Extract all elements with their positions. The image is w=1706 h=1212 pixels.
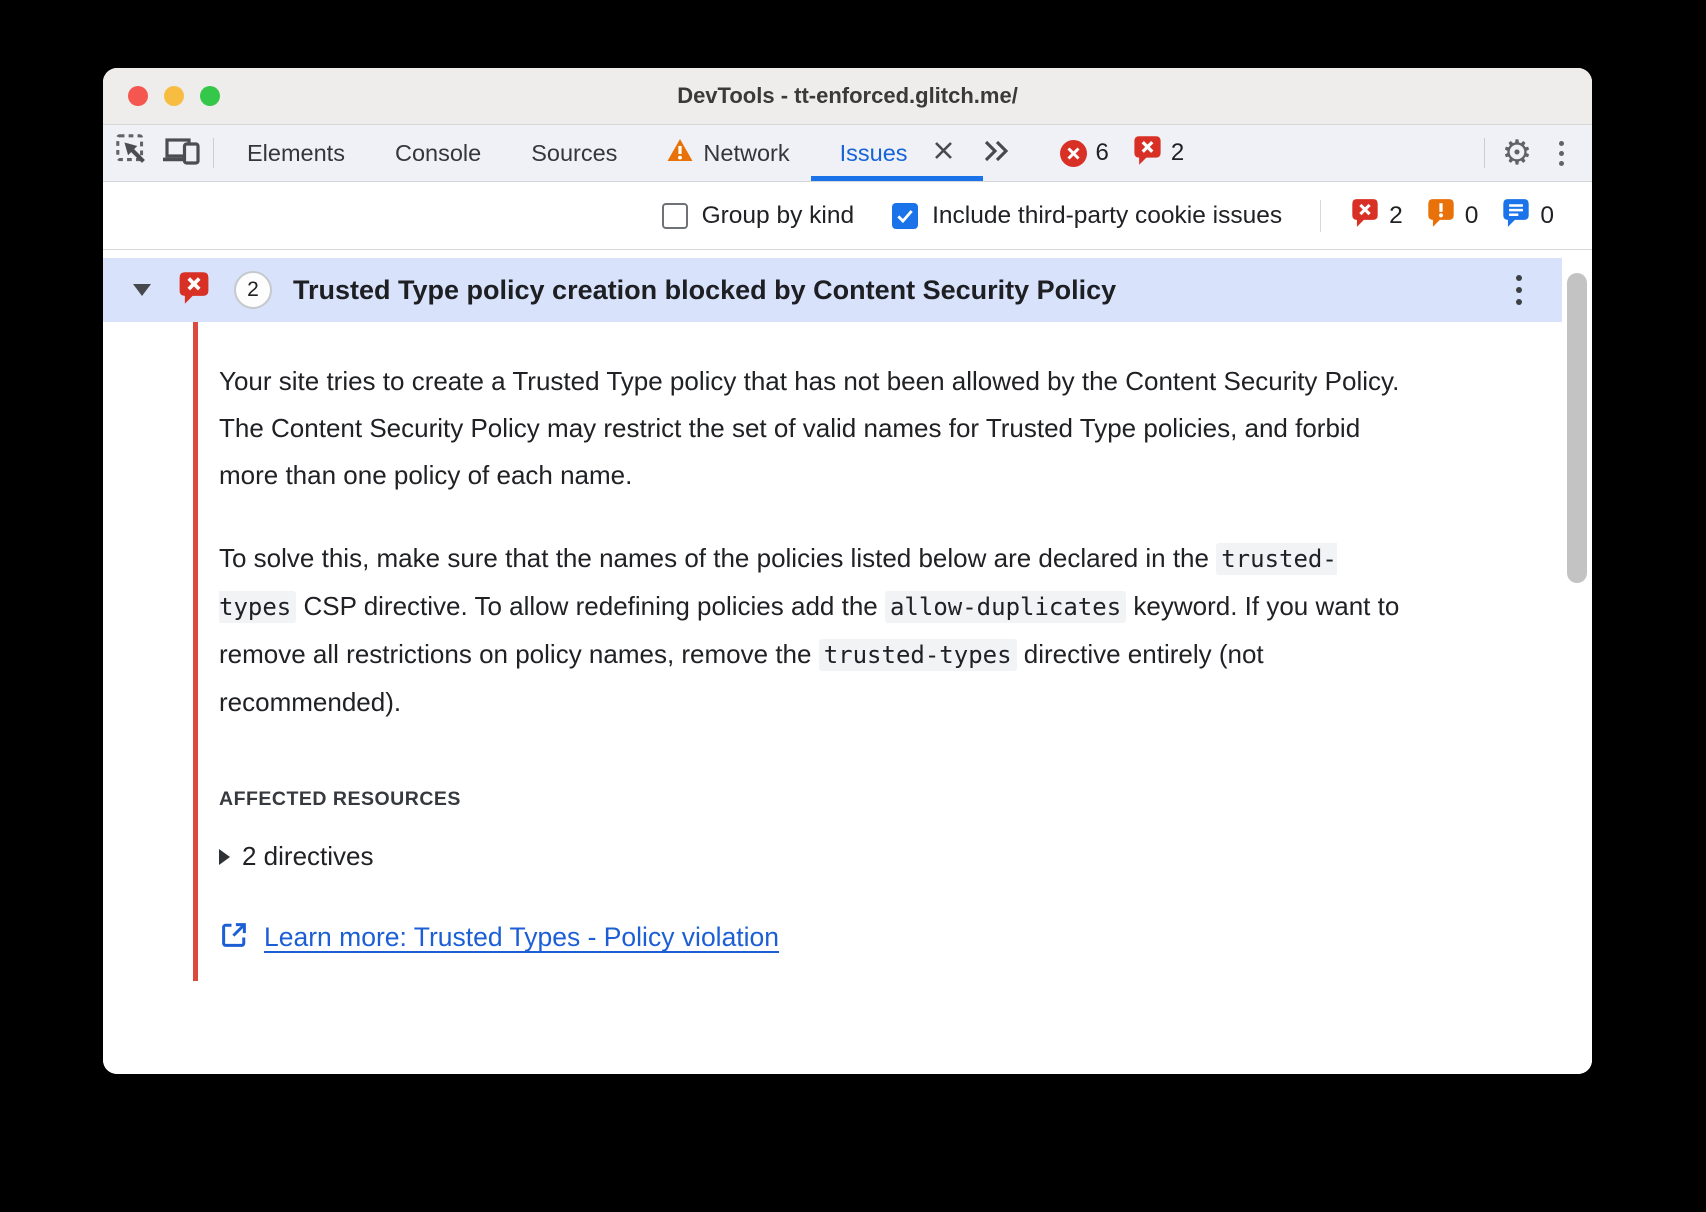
tab-label: Issues	[839, 139, 908, 166]
third-party-control[interactable]	[892, 202, 1282, 230]
page-message-badge	[1502, 198, 1554, 233]
settings-button[interactable]	[1493, 125, 1541, 181]
directives-label: 2 directives	[242, 841, 374, 871]
toggle-device-toolbar-button[interactable]	[157, 125, 205, 181]
warning-triangle-icon	[667, 138, 693, 168]
learn-more-link[interactable]: Learn more: Trusted Types - Policy violation	[264, 922, 780, 952]
chevron-double-right-icon	[982, 139, 1010, 168]
issue-count-badge: 2	[234, 271, 272, 309]
tab-network[interactable]	[642, 125, 814, 181]
error-circle-icon	[1060, 140, 1087, 167]
group-by-kind-checkbox[interactable]	[662, 203, 688, 229]
tabbar-divider	[213, 138, 214, 168]
third-party-label: Include third-party cookie issues	[932, 201, 1283, 229]
page-warning-count: 0	[1464, 201, 1479, 229]
kebab-icon	[1516, 275, 1522, 281]
tab-issues[interactable]	[815, 125, 933, 181]
error-bubble-icon	[1351, 198, 1379, 233]
learn-more-row	[219, 920, 1562, 955]
issue-header-row[interactable]	[103, 258, 1562, 322]
issue-description-paragraph-1: Your site tries to create a Trusted Type policy that has not been allowed by the Content Security Policy. The Content Security Policy may restrict the set of valid names for Trusted Type policies, and forbid more than one policy of each name.	[219, 366, 1400, 490]
zoom-window-button[interactable]	[200, 86, 220, 106]
group-by-kind-label: Group by kind	[701, 201, 855, 229]
window-title: DevTools - tt-enforced.glitch.me/	[677, 83, 1018, 108]
affected-resources-heading: AFFECTED RESOURCES	[219, 788, 461, 810]
issue-error-bubble-icon	[176, 271, 212, 310]
issue-count-value: 2	[1170, 139, 1185, 166]
inspect-element-button[interactable]	[109, 125, 157, 181]
toolbar-divider	[1320, 200, 1321, 232]
scrollbar-thumb[interactable]	[1567, 273, 1587, 583]
kebab-icon	[1559, 141, 1564, 146]
page-message-count: 0	[1540, 201, 1554, 229]
close-issues-tab-button[interactable]	[921, 125, 966, 181]
issue-menu-button[interactable]	[1510, 269, 1528, 311]
tab-label: Sources	[531, 139, 618, 166]
scrollbar-track[interactable]	[1562, 250, 1592, 1074]
error-count-value: 6	[1095, 139, 1109, 166]
code-allow-duplicates: allow-duplicates	[885, 591, 1126, 623]
directives-expander[interactable]	[219, 841, 1562, 872]
third-party-checkbox[interactable]	[892, 203, 918, 229]
code-trusted-types: trusted-types	[819, 639, 1017, 671]
tab-label: Console	[394, 139, 482, 166]
page-error-count: 2	[1389, 201, 1403, 229]
issues-panel-content	[103, 250, 1592, 1074]
collapse-triangle-icon[interactable]	[133, 284, 151, 296]
gear-icon: ⚙	[1501, 134, 1533, 172]
devtools-menu-button[interactable]	[1541, 125, 1582, 181]
tabbar-divider	[1484, 138, 1485, 168]
devtools-window	[103, 68, 1592, 1074]
titlebar	[103, 68, 1592, 125]
page-error-badge	[1351, 198, 1403, 233]
inspect-cursor-icon	[114, 132, 152, 175]
issue-description-paragraph-2: To solve this, make sure that the names of the policies listed below are declared in the trusted-types CSP directive. To allow redefining policies add the allow-duplicates keyword. If you want to remove all restrictions on policy names, remove the trusted-types directive entirely (not recommended).	[219, 543, 1400, 717]
devtools-tabbar	[103, 125, 1592, 182]
traffic-lights	[128, 68, 220, 124]
issues-toolbar	[103, 182, 1592, 250]
close-window-button[interactable]	[128, 86, 148, 106]
group-by-kind-control[interactable]	[662, 202, 855, 230]
device-toolbar-icon	[161, 131, 201, 176]
console-error-count[interactable]	[1048, 125, 1121, 181]
tabbar-spacer	[1196, 125, 1476, 181]
tab-label: Network	[703, 139, 790, 166]
more-tabs-button[interactable]	[966, 125, 1026, 181]
issue-bubble-icon	[1133, 135, 1162, 171]
external-link-icon	[219, 920, 249, 955]
code-trusted-types: trusted-types	[219, 545, 1337, 621]
expand-triangle-icon	[219, 849, 230, 865]
issues-count[interactable]	[1121, 125, 1196, 181]
tab-label: Elements	[247, 139, 345, 166]
issue-body	[193, 322, 1562, 981]
minimize-window-button[interactable]	[164, 86, 184, 106]
tab-console[interactable]	[370, 125, 506, 181]
close-icon	[933, 140, 954, 166]
issue-title: Trusted Type policy creation blocked by Content Security Policy	[293, 274, 1117, 305]
tab-sources[interactable]	[506, 125, 642, 181]
message-bubble-icon	[1502, 198, 1530, 233]
checkmark-icon	[895, 206, 915, 226]
page-warning-badge	[1427, 198, 1479, 233]
tab-elements[interactable]	[222, 125, 370, 181]
warning-bubble-icon	[1427, 198, 1455, 233]
